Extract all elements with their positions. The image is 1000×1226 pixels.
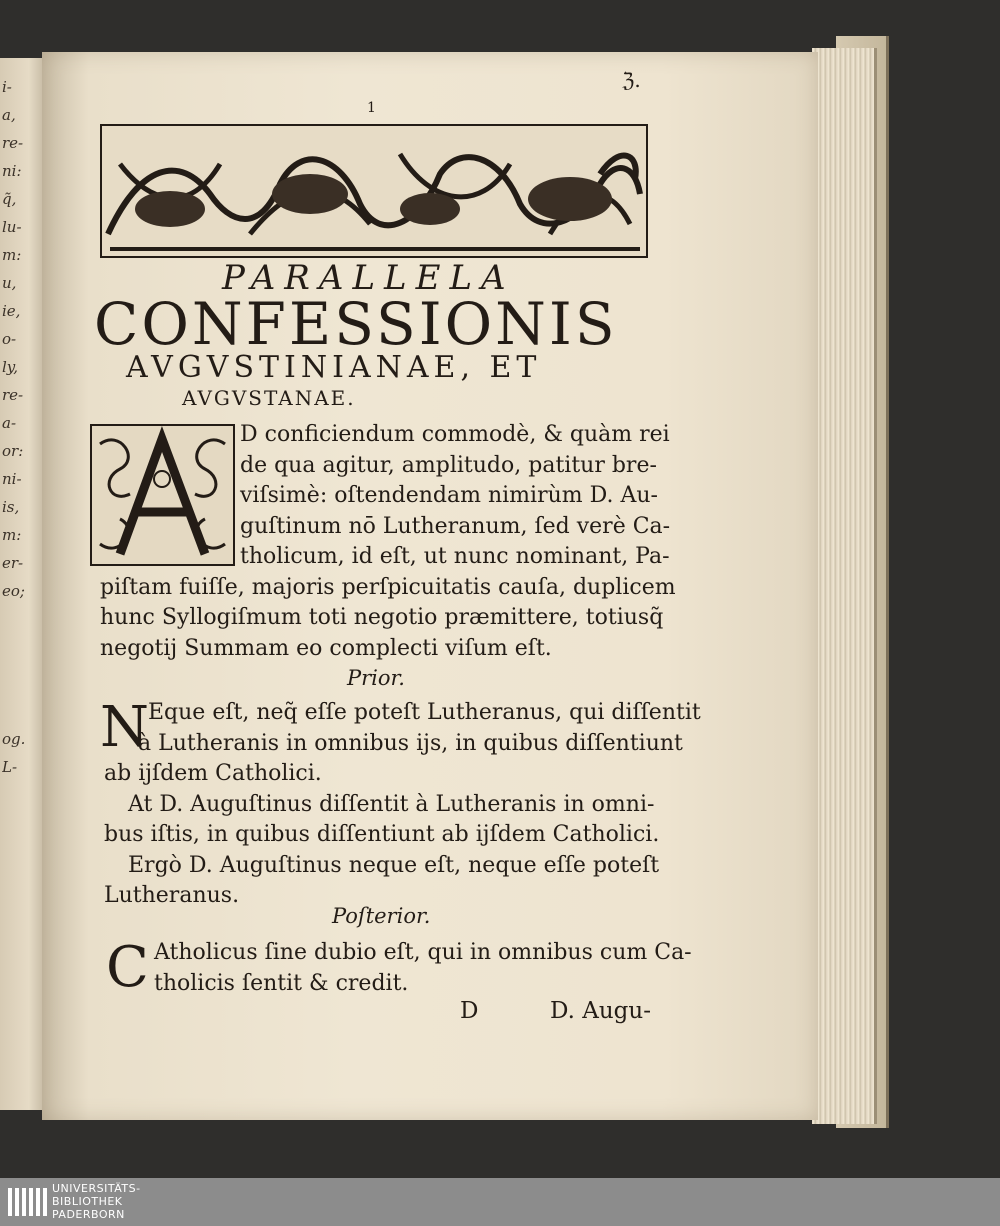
left-margin-fragment: lu-	[2, 218, 22, 236]
posterior-label: Poſterior.	[332, 904, 431, 928]
page-edges	[812, 48, 877, 1124]
intro-line: de qua agitur, amplitudo, patitur bre-	[240, 452, 657, 478]
decorated-initial-a	[90, 424, 235, 566]
title-line-1: PARALLELA	[222, 258, 515, 298]
title-line-4: AVGVSTANAE.	[182, 386, 356, 410]
left-margin-fragment: eo;	[2, 582, 25, 600]
left-margin-fragment: ly,	[2, 358, 19, 376]
left-margin-fragment: m:	[2, 246, 22, 264]
prior-line: ab ijſdem Catholici.	[104, 761, 322, 786]
left-margin-fragment: q̃,	[2, 190, 17, 208]
posterior-line: tholicis ſentit & credit.	[154, 970, 409, 996]
left-margin-fragment: a,	[2, 106, 16, 124]
left-margin-fragment: ie,	[2, 302, 21, 320]
intro-line: negotij Summam eo complecti viſum eſt.	[100, 635, 552, 661]
prior-line: At D. Auguſtinus diſſentit à Lutheranis in omni-	[128, 791, 655, 817]
prior-line: Ergò D. Auguſtinus neque eſt, neque eſſe poteſt	[128, 852, 660, 878]
prior-line: Lutheranus.	[104, 883, 240, 908]
left-margin-fragment: L-	[2, 758, 18, 776]
intro-line: viſsimè: oſtendendam nimirùm D. Au-	[240, 483, 658, 508]
left-margin-fragment: er-	[2, 554, 24, 572]
left-margin-fragment: re-	[2, 386, 24, 404]
library-name-line-2: BIBLIOTHEK	[52, 1195, 123, 1208]
library-name-line-1: UNIVERSITÄTS-	[52, 1182, 141, 1195]
catchword: D. Augu-	[550, 998, 651, 1024]
left-margin-fragment: re-	[2, 134, 24, 152]
library-name-line-3: PADERBORN	[52, 1208, 125, 1221]
left-margin-fragment: ni-	[2, 470, 22, 488]
library-logo-icon	[6, 1184, 48, 1220]
prior-line: Eque eſt, neq̃ eſſe poteſt Lutheranus, qui diſſentit	[148, 700, 701, 725]
corner-mark: ℨ.	[622, 68, 641, 92]
title-line-2: CONFESSIONIS	[94, 290, 618, 358]
prior-dropcap: N	[100, 695, 149, 760]
prior-line: à Lutheranis in omnibus ijs, in quibus diſſentiunt	[138, 730, 683, 756]
intro-line: tholicum, id eſt, ut nunc nominant, Pa-	[240, 544, 670, 569]
left-margin-fragment: is,	[2, 498, 20, 516]
woodcut-ornament-banner	[100, 124, 648, 258]
left-margin-fragment: og.	[2, 730, 26, 748]
left-margin-fragment: m:	[2, 526, 22, 544]
signature-mark: D	[460, 998, 479, 1024]
intro-line: D conficiendum commodè, & quàm rei	[240, 422, 670, 447]
posterior-line: Atholicus ſine dubio eſt, qui in omnibus cum Ca-	[154, 940, 692, 965]
left-margin-fragment: u,	[2, 274, 17, 292]
intro-line: guſtinum nō Lutheranum, ſed verè Ca-	[240, 513, 671, 539]
posterior-dropcap: C	[106, 935, 149, 1000]
left-margin-fragment: i-	[2, 78, 12, 96]
folio-number: 1	[367, 100, 376, 116]
left-margin-fragment: ni:	[2, 162, 22, 180]
title-line-3: AVGVSTINIANAE, ET	[126, 350, 542, 385]
prior-line: bus iſtis, in quibus diſſentiunt ab ijſdem Catholici.	[104, 822, 660, 847]
prior-label: Prior.	[347, 666, 405, 690]
right-page	[42, 52, 818, 1120]
library-name	[52, 1182, 141, 1221]
intro-line: hunc Syllogiſmum toti negotio præmittere, totiusq̃	[100, 605, 664, 630]
intro-line: piſtam fuiſſe, majoris perſpicuitatis cauſa, duplicem	[100, 574, 676, 600]
left-margin-fragment: o-	[2, 330, 17, 348]
library-footer	[0, 1178, 1000, 1226]
left-margin-fragment: or:	[2, 442, 24, 460]
left-margin-fragment: a-	[2, 414, 17, 432]
